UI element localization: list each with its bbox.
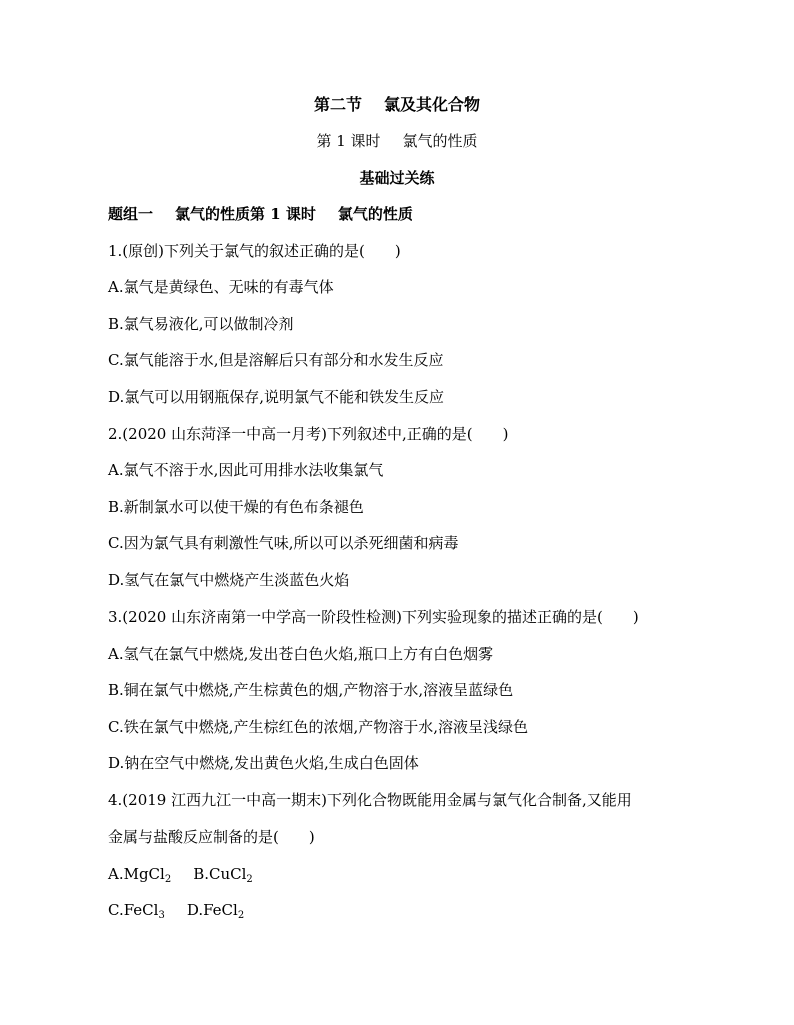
lesson-number: 第 1 课时 <box>316 132 381 150</box>
question-1-option-d: D.氯气可以用钢瓶保存,说明氯气不能和铁发生反应 <box>108 388 445 406</box>
question-2-option-c: C.因为氯气具有刺激性气味,所以可以杀死细菌和病毒 <box>108 534 459 552</box>
question-2-option-a: A.氯气不溶于水,因此可用排水法收集氯气 <box>108 461 384 479</box>
section-title: 基础过关练 <box>359 169 435 187</box>
group-label: 题组一 <box>108 205 154 223</box>
question-group-title <box>108 203 413 224</box>
question-4-option-d: D.FeCl$_2$ <box>186 901 245 921</box>
question-3-stem: 3.(2020 山东济南第一中学高一阶段性检测)下列实验现象的描述正确的是( ) <box>108 608 639 626</box>
lesson-topic: 氯气的性质 <box>402 132 478 150</box>
question-1-stem: 1.(原创)下列关于氯气的叙述正确的是( ) <box>108 242 401 260</box>
chapter-number: 第二节 <box>313 95 362 114</box>
question-4-options-row-1 <box>108 864 253 884</box>
group-title-text: 氯气的性质第 1 课时 <box>175 205 316 223</box>
question-4-option-c: C.FeCl$_3$ <box>108 901 165 921</box>
question-4-stem-line-2: 金属与盐酸反应制备的是( ) <box>108 828 315 846</box>
question-3-option-a: A.氢气在氯气中燃烧,发出苍白色火焰,瓶口上方有白色烟雾 <box>108 645 494 663</box>
question-3-option-d: D.钠在空气中燃烧,发出黄色火焰,生成白色固体 <box>108 754 419 772</box>
question-1-option-b: B.氯气易液化,可以做制冷剂 <box>108 315 294 333</box>
lesson-title <box>0 130 794 151</box>
question-3-option-c: C.铁在氯气中燃烧,产生棕红色的浓烟,产物溶于水,溶液呈浅绿色 <box>108 718 529 736</box>
question-4-option-b: B.CuCl$_2$ <box>193 865 253 885</box>
question-4-options-row-2 <box>108 900 244 920</box>
chapter-title <box>0 92 794 115</box>
group-subtitle: 氯气的性质 <box>337 205 413 223</box>
question-2-option-b: B.新制氯水可以使干燥的有色布条褪色 <box>108 498 364 516</box>
question-2-stem: 2.(2020 山东菏泽一中高一月考)下列叙述中,正确的是( ) <box>108 425 509 443</box>
chapter-topic: 氯及其化合物 <box>384 95 481 114</box>
question-2-option-d: D.氢气在氯气中燃烧产生淡蓝色火焰 <box>108 571 350 589</box>
question-4-stem-line-1: 4.(2019 江西九江一中高一期末)下列化合物既能用金属与氯气化合制备,又能用 <box>108 791 632 809</box>
question-1-option-a: A.氯气是黄绿色、无味的有毒气体 <box>108 278 334 296</box>
question-4-option-a: A.MgCl$_2$ <box>108 865 172 885</box>
question-1-option-c: C.氯气能溶于水,但是溶解后只有部分和水发生反应 <box>108 351 444 369</box>
question-3-option-b: B.铜在氯气中燃烧,产生棕黄色的烟,产物溶于水,溶液呈蓝绿色 <box>108 681 514 699</box>
